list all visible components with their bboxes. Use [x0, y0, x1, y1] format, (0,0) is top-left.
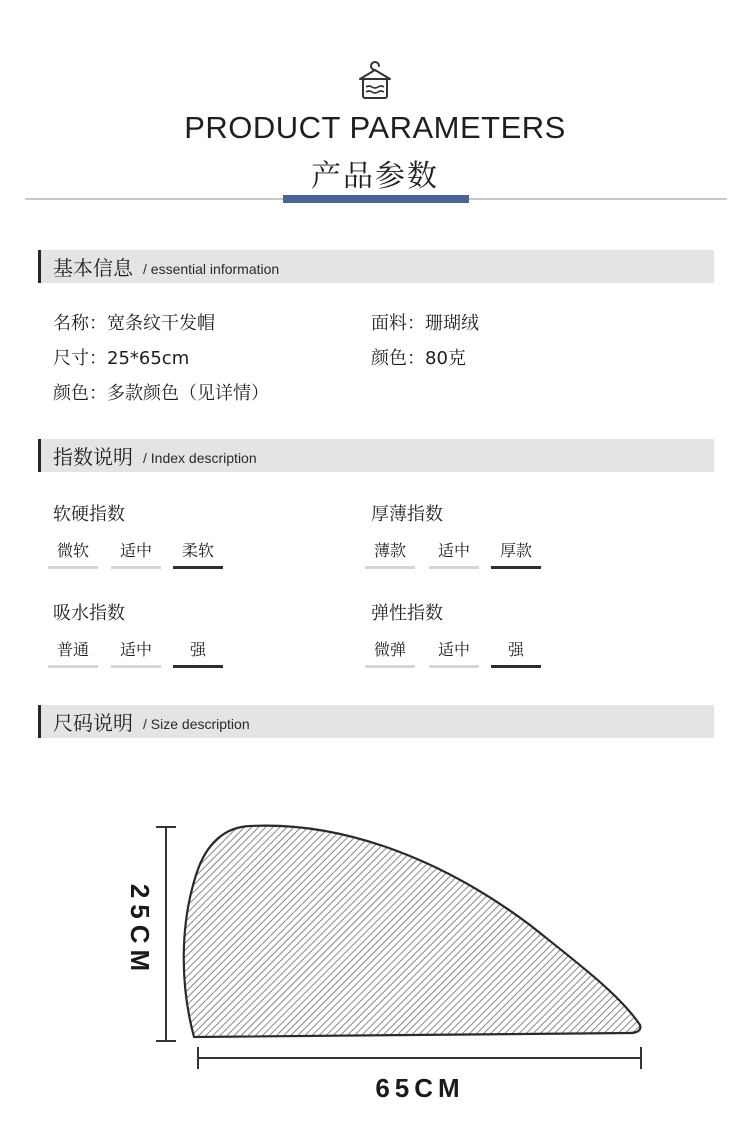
elasticity-option: 微弹: [365, 637, 415, 668]
product-color: 颜色：多款颜色（见详情）: [53, 383, 269, 404]
thickness-index-label: 厚薄指数: [371, 504, 443, 525]
product-fabric: 面料：珊瑚绒: [371, 313, 479, 334]
hanger-towel-icon: [357, 60, 393, 102]
product-weight: 颜色：80克: [371, 348, 466, 369]
thickness-option-selected: 厚款: [491, 538, 541, 569]
elasticity-option-selected: 强: [491, 637, 541, 668]
thickness-option: 适中: [429, 538, 479, 569]
elasticity-index-label: 弹性指数: [371, 603, 443, 624]
section-title-en: / essential information: [143, 260, 280, 277]
section-header-basic-info: [38, 250, 714, 283]
towel-cap-shape: [184, 826, 641, 1037]
absorbency-option: 普通: [48, 637, 98, 668]
absorbency-option-selected: 强: [173, 637, 223, 668]
section-header-index: [38, 439, 714, 472]
section-title-cn: 指数说明: [53, 445, 133, 469]
softness-index-label: 软硬指数: [53, 504, 125, 525]
page-title-english: PRODUCT PARAMETERS: [184, 110, 566, 145]
section-title-cn: 基本信息: [53, 256, 133, 280]
section-title-en: / Index description: [143, 449, 257, 466]
product-size: 尺寸：25*65cm: [53, 348, 190, 369]
section-header-size: [38, 705, 714, 738]
width-label: 65CM: [375, 1073, 465, 1103]
thickness-option: 薄款: [365, 538, 415, 569]
softness-option: 适中: [111, 538, 161, 569]
page-title-chinese: 产品参数: [311, 159, 439, 194]
product-name: 名称：宽条纹干发帽: [53, 313, 215, 334]
towel-cap-diagram: [150, 815, 650, 1075]
width-dimension-line: [198, 1047, 641, 1069]
softness-option-selected: 柔软: [173, 538, 223, 569]
header-accent-bar: [283, 195, 469, 203]
absorbency-option: 适中: [111, 637, 161, 668]
absorbency-index-label: 吸水指数: [53, 603, 125, 624]
elasticity-option: 适中: [429, 637, 479, 668]
softness-option: 微软: [48, 538, 98, 569]
section-title-cn: 尺码说明: [53, 711, 133, 735]
height-label: 25CM: [125, 883, 156, 977]
section-title-en: / Size description: [143, 715, 250, 732]
